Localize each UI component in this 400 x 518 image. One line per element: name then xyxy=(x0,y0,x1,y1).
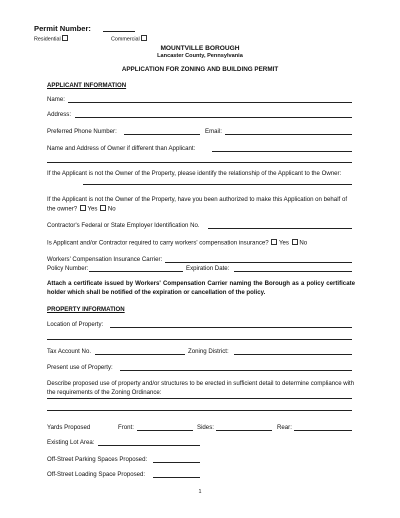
loading-space-field[interactable] xyxy=(153,477,200,478)
workers-comp-yes-checkbox[interactable] xyxy=(271,239,277,245)
owner-label: Name and Address of Owner if different than Applicant: xyxy=(47,145,196,152)
front-yard-field[interactable] xyxy=(137,430,193,431)
residential-option[interactable] xyxy=(34,35,68,44)
rear-yard-field[interactable] xyxy=(294,430,352,431)
yards-proposed-label: Yards Proposed xyxy=(47,424,91,431)
residential-label: Residential xyxy=(34,36,61,43)
front-label: Front: xyxy=(118,424,134,431)
owner-field-line1[interactable] xyxy=(212,151,352,152)
proposed-use-field-line1[interactable] xyxy=(47,398,352,399)
zoning-district-label: Zoning District: xyxy=(188,348,229,355)
parking-spaces-label: Off-Street Parking Spaces Proposed: xyxy=(47,456,148,463)
sides-yard-field[interactable] xyxy=(216,430,272,431)
federal-id-label: Contractor's Federal or State Employer Identification No. xyxy=(47,222,200,229)
authorized-no-label: No xyxy=(107,205,116,213)
loading-space-label: Off-Street Loading Space Proposed: xyxy=(47,471,146,478)
proposed-use-label: Describe proposed use of property and/or structures to be erected in sufficient detail to determine compliance with the requirements of the Zoning Ordinance: xyxy=(47,380,355,396)
authorized-yes-checkbox[interactable] xyxy=(80,205,86,211)
residential-checkbox[interactable] xyxy=(62,35,68,41)
location-field-line1[interactable] xyxy=(110,327,352,328)
relationship-field[interactable] xyxy=(83,184,352,185)
sides-label: Sides: xyxy=(197,424,214,431)
proposed-use-field-line2[interactable] xyxy=(47,410,352,411)
lot-area-field[interactable] xyxy=(98,445,200,446)
lot-area-label: Existing Lot Area: xyxy=(47,439,95,446)
federal-id-field[interactable] xyxy=(208,228,352,229)
workers-comp-question-text: Is Applicant and/or Contractor required to carry workers' compensation insurance? xyxy=(47,239,269,247)
email-label: Email: xyxy=(205,128,222,135)
location-label: Location of Property: xyxy=(47,321,104,328)
phone-label: Preferred Phone Number: xyxy=(47,128,117,135)
authorized-question xyxy=(47,196,355,214)
certificate-note: Attach a certificate issued by Workers' Compensation Carrier naming the Borough as a policy certificate holder which shall be notified of the expiration or cancellation of the policy. xyxy=(47,280,355,296)
property-section-title: PROPERTY INFORMATION xyxy=(47,306,125,313)
workers-comp-no-checkbox[interactable] xyxy=(292,239,298,245)
permit-number-field[interactable] xyxy=(103,31,135,32)
org-name: MOUNTVILLE BOROUGH xyxy=(160,45,240,52)
authorized-yes-label: Yes xyxy=(87,205,98,213)
carrier-field[interactable] xyxy=(165,262,352,263)
address-field[interactable] xyxy=(75,117,352,118)
workers-comp-yes-label: Yes xyxy=(278,239,289,247)
authorized-no-checkbox[interactable] xyxy=(100,205,106,211)
location-field-line2[interactable] xyxy=(47,339,352,340)
zoning-district-field[interactable] xyxy=(234,354,352,355)
owner-field-line2[interactable] xyxy=(47,162,352,163)
workers-comp-no-label: No xyxy=(299,239,308,247)
page-number: 1 xyxy=(198,489,202,495)
carrier-label: Workers' Compensation Insurance Carrier: xyxy=(47,256,163,263)
name-field[interactable] xyxy=(68,102,352,103)
org-location: Lancaster County, Pennsylvania xyxy=(157,53,243,59)
present-use-field[interactable] xyxy=(120,370,352,371)
policy-field[interactable] xyxy=(89,271,183,272)
email-field[interactable] xyxy=(225,134,352,135)
phone-field[interactable] xyxy=(124,134,200,135)
commercial-checkbox[interactable] xyxy=(141,35,147,41)
rear-label: Rear: xyxy=(277,424,292,431)
applicant-section-title: APPLICANT INFORMATION xyxy=(47,82,127,89)
authorized-question-text: If the Applicant is not the Owner of the Property, have you been authorized to make this Application on behalf of the owner? xyxy=(47,196,348,213)
expiration-label: Expiration Date: xyxy=(186,265,230,272)
form-title: APPLICATION FOR ZONING AND BUILDING PERMIT xyxy=(121,66,279,73)
parking-spaces-field[interactable] xyxy=(153,462,200,463)
commercial-label: Commercial xyxy=(111,36,140,43)
tax-account-label: Tax Account No. xyxy=(47,348,92,355)
permit-number-label: Permit Number: xyxy=(34,24,91,33)
workers-comp-question xyxy=(47,239,307,247)
tax-account-field[interactable] xyxy=(95,354,185,355)
commercial-option[interactable] xyxy=(111,35,147,44)
policy-label: Policy Number: xyxy=(47,265,89,272)
relationship-label: If the Applicant is not the Owner of the Property, please identify the relationship of the Applicant to the Owner: xyxy=(47,170,342,177)
name-label: Name: xyxy=(47,96,65,103)
expiration-field[interactable] xyxy=(234,271,352,272)
present-use-label: Present use of Property: xyxy=(47,364,113,371)
address-label: Address: xyxy=(47,111,72,118)
